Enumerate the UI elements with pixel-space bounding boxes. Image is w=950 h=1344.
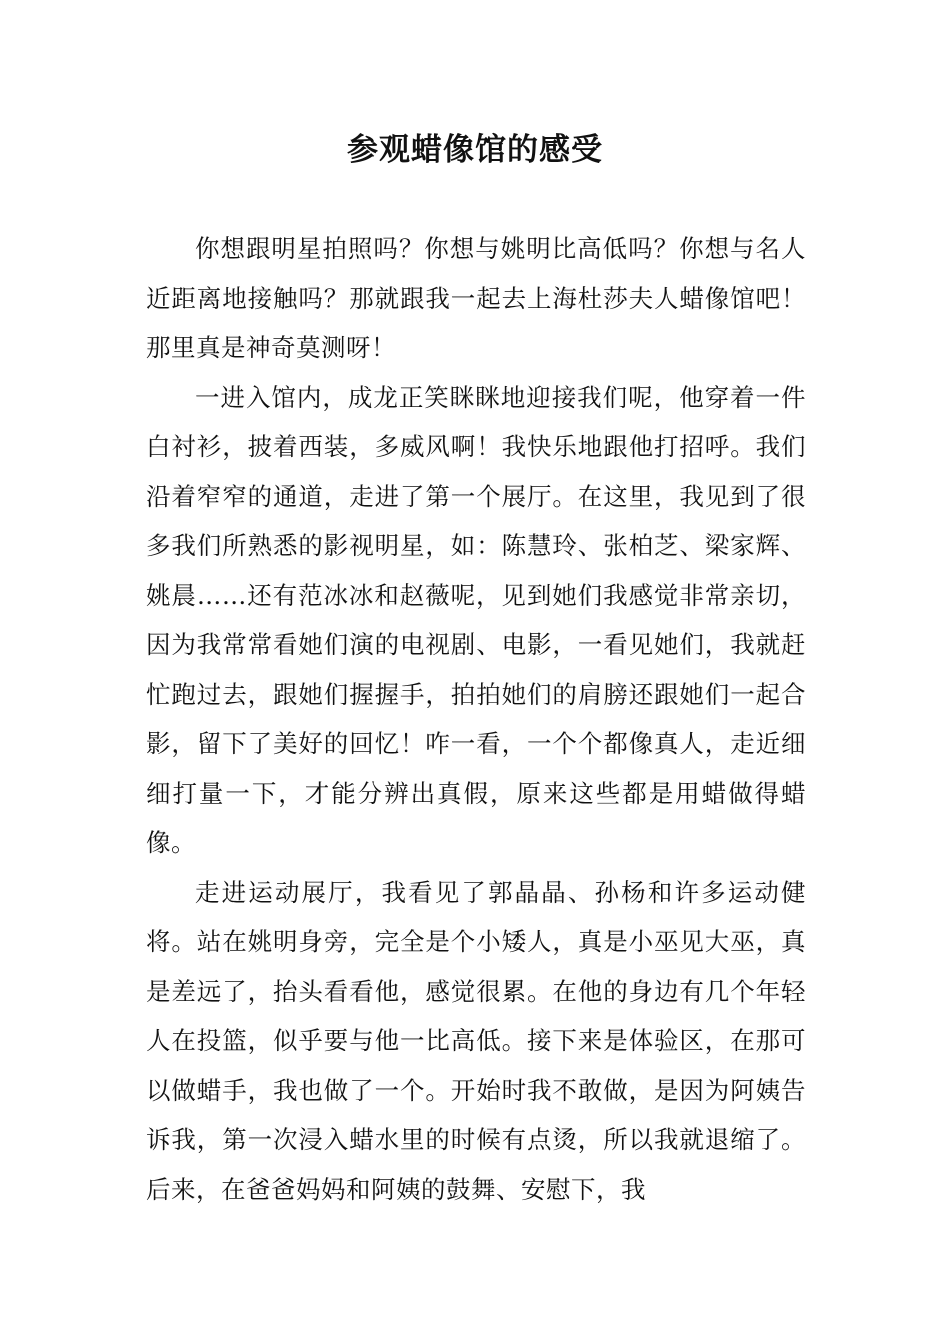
paragraph-3: 走进运动展厅，我看见了郭晶晶、孙杨和许多运动健将。站在姚明身旁，完全是个小矮人，真是小巫见大巫，真是差远了，抬头看看他，感觉很累。在他的身边有几个年轻人在投篮，似乎要与他一比高低。接下来是体验区，在那可以做蜡手，我也做了一个。开始时我不敢做，是因为阿姨告诉我，第一次浸入蜡水里的时候有点烫，所以我就退缩了。后来，在爸爸妈妈和阿姨的鼓舞、安慰下，我	[146, 877, 806, 1204]
document-body	[146, 224, 806, 1214]
paragraph-2: 一进入馆内，成龙正笑眯眯地迎接我们呢，他穿着一件白衬衫，披着西装，多威风啊！我快乐地跟他打招呼。我们沿着窄窄的通道，走进了第一个展厅。在这里，我见到了很多我们所熟悉的影视明星，如：陈慧玲、张柏芝、梁家辉、姚晨……还有范冰冰和赵薇呢，见到她们我感觉非常亲切，因为我常常看她们演的电视剧、电影，一看见她们，我就赶忙跑过去，跟她们握握手，拍拍她们的肩膀还跟她们一起合影，留下了美好的回忆！咋一看，一个个都像真人，走近细细打量一下，才能分辨出真假，原来这些都是用蜡做得蜡像。	[146, 382, 806, 857]
document-title: 参观蜡像馆的感受	[347, 132, 603, 168]
paragraph-1: 你想跟明星拍照吗？你想与姚明比高低吗？你想与名人近距离地接触吗？那就跟我一起去上海杜莎夫人蜡像馆吧！那里真是神奇莫测呀！	[146, 234, 806, 362]
